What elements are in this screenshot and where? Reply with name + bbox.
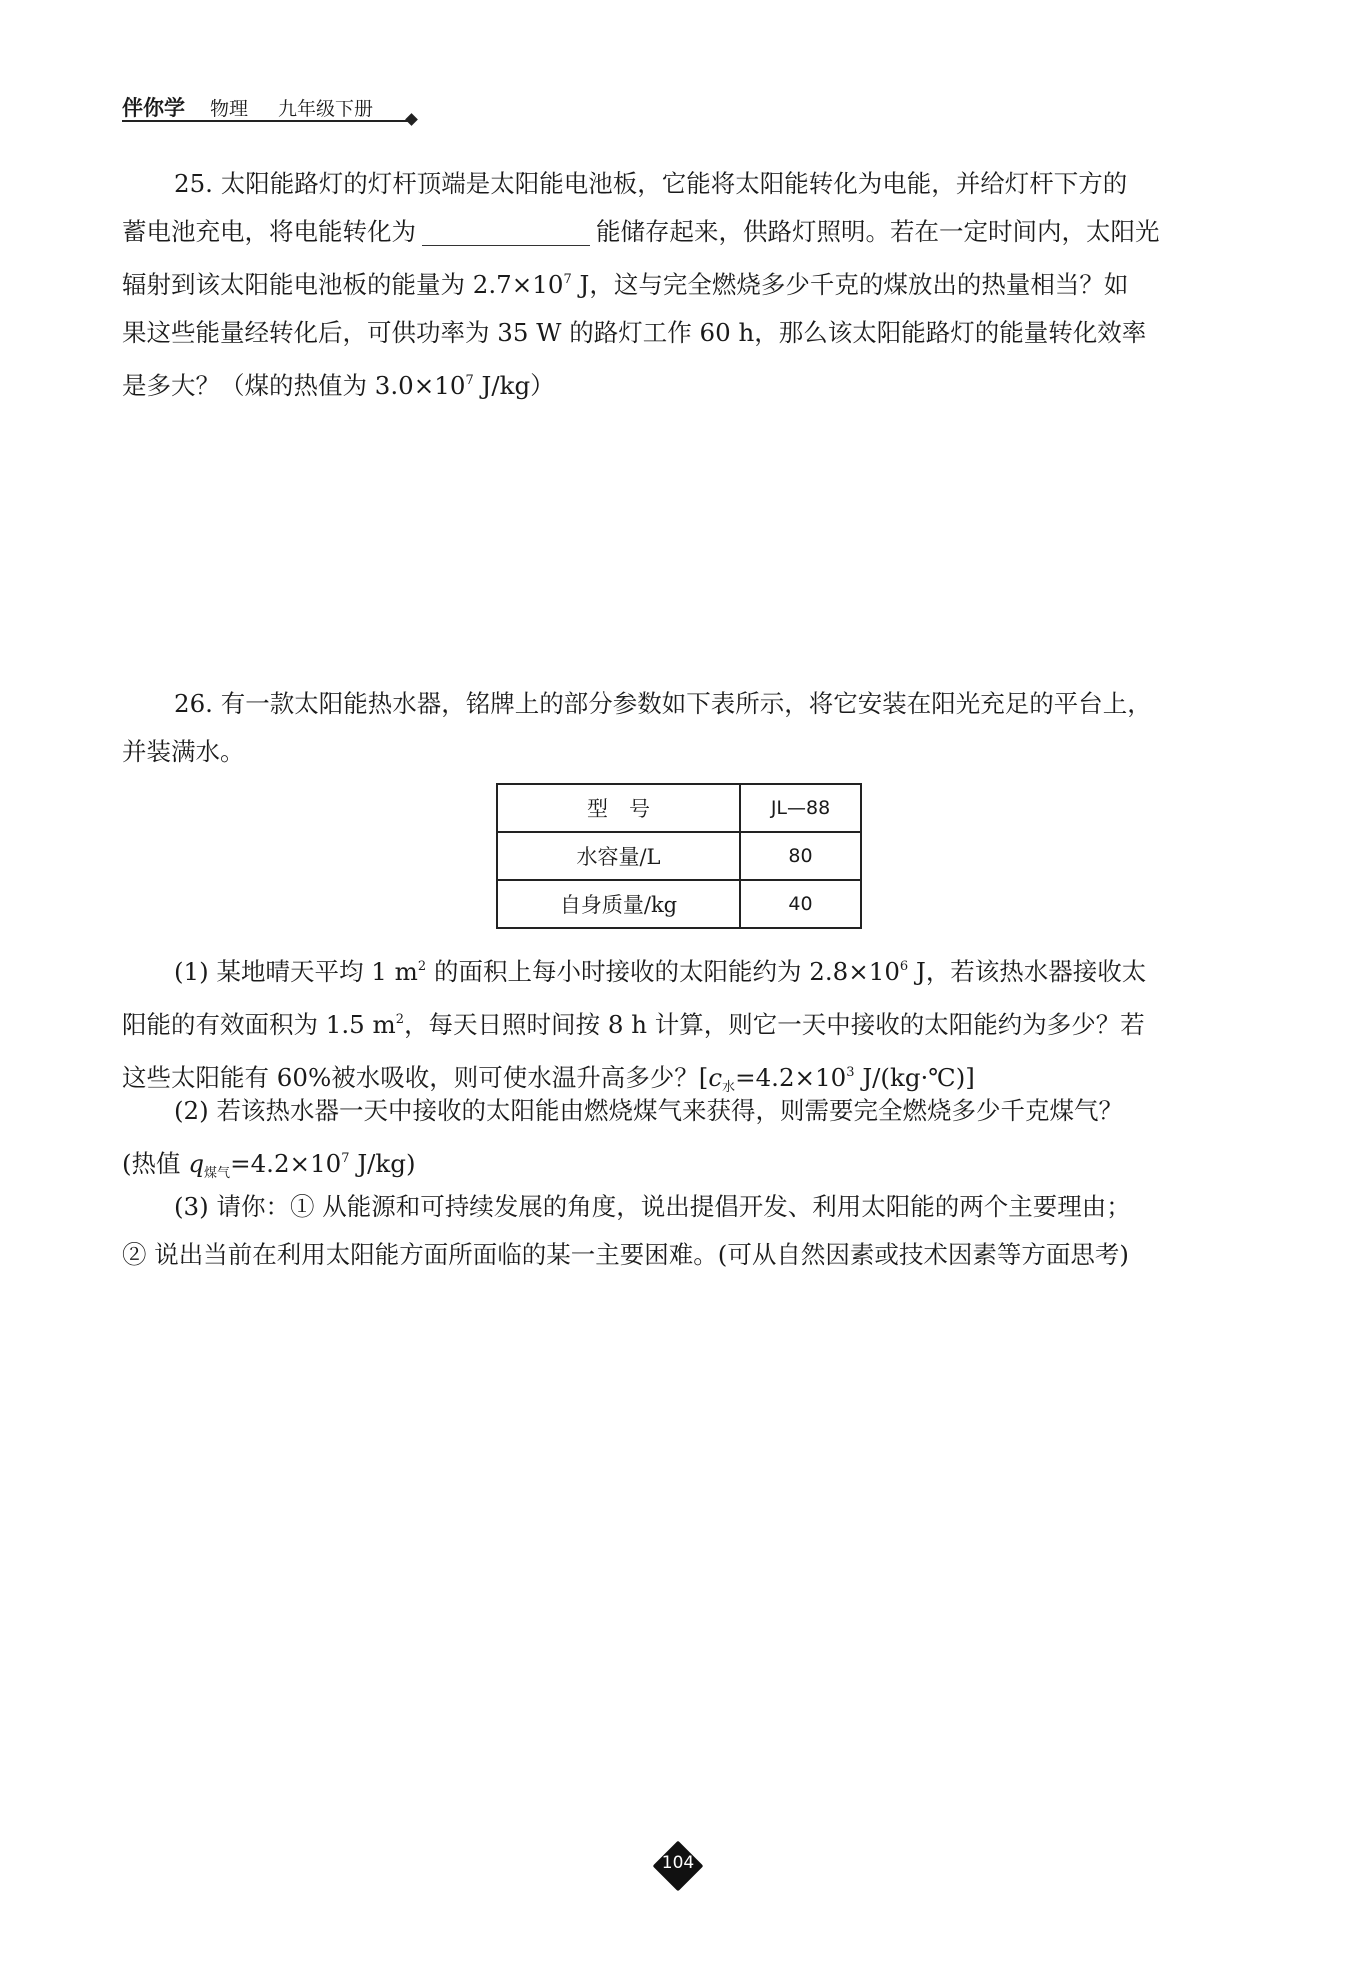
table-cell-key: 自身质量/kg bbox=[497, 880, 740, 928]
table-cell-value: JL—88 bbox=[740, 784, 861, 832]
header-rule bbox=[122, 120, 412, 122]
series-title: 伴你学 bbox=[122, 96, 185, 120]
table-cell-value: 40 bbox=[740, 880, 861, 928]
spec-table bbox=[496, 783, 862, 929]
table-cell-value: 80 bbox=[740, 832, 861, 880]
page-number-badge bbox=[652, 1840, 704, 1892]
table-cell-key: 水容量/L bbox=[497, 832, 740, 880]
table-row bbox=[497, 880, 861, 928]
page-header bbox=[122, 92, 422, 122]
question-26-part-1: (1) 某地晴天平均 1 $m^2$ 的面积上每小时接收的太阳能约为 $2.8\times 10^6$ J，若该热水器接收太 阳能的有效面积为 1.5 $m^2$，每天日照时间按 8 h 计算，则它一天中接收的太阳能约为多少？若 这些太阳能有 60%被水吸收，则可使水温升高多少？[$c_水=4.2\times 10^3$ J/(kg·℃)] bbox=[122, 957, 1147, 1095]
q25-line-1: 25. 太阳能路灯的灯杆顶端是太阳能电池板，它能将太阳能转化为电能，并给灯杆下方的 bbox=[174, 169, 1128, 198]
question-26-part-3: (3) 请你：① 从能源和可持续发展的角度，说出提倡开发、利用太阳能的两个主要理由； ② 说出当前在利用太阳能方面所面临的某一主要困难。(可从自然因素或技术因素等方面思考) bbox=[122, 1192, 1131, 1269]
question-26-part-2: (2) 若该热水器一天中接收的太阳能由燃烧煤气来获得，则需要完全燃烧多少千克煤气？ (热值 $q_{煤气}=4.2\times 10^7$ J/kg) bbox=[122, 1096, 1123, 1181]
table-row bbox=[497, 832, 861, 880]
question-26-intro: 26. 有一款太阳能热水器，铭牌上的部分参数如下表所示，将它安装在阳光充足的平台上， 并装满水。 bbox=[122, 689, 1152, 766]
page-number: 104 bbox=[661, 1853, 695, 1873]
header-diamond-icon bbox=[405, 113, 418, 126]
subject-label: 物理 bbox=[210, 98, 249, 120]
answer-blank[interactable] bbox=[422, 215, 590, 246]
question-25: 25. 太阳能路灯的灯杆顶端是太阳能电池板，它能将太阳能转化为电能，并给灯杆下方的 蓄电池充电，将电能转化为 能储存起来，供路灯照明。若在一定时间内，太阳光 辐射到该太阳能电池板的能量为 $2.7\times 10^7$ J，这与完全燃烧多少千克的煤放出的热量相当？如 果这些能量经转化后，可供功率为 35 W 的路灯工作 60 h，那么该太阳能路灯的能量转化效率 是多大？（煤的热值为 $3.0\times 10^7$ J/kg） bbox=[122, 169, 1160, 400]
grade-label: 九年级下册 bbox=[278, 98, 374, 120]
table-cell-key: 型 号 bbox=[497, 784, 740, 832]
table-row bbox=[497, 784, 861, 832]
